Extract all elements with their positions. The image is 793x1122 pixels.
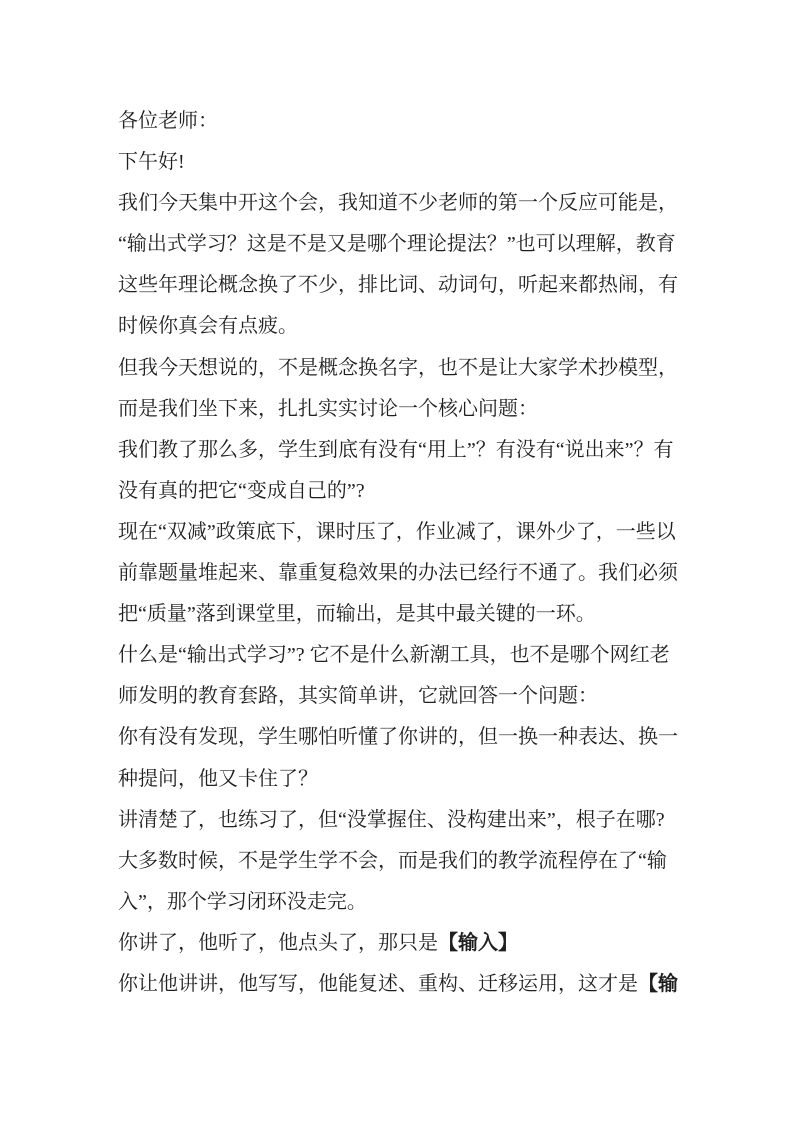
line-text: 把“质量”落到课堂里，而输出，是其中最关键的一环。 xyxy=(118,603,596,626)
text-line xyxy=(118,594,680,635)
line-text: 入”，那个学习闭环没走完。 xyxy=(118,890,367,913)
text-line xyxy=(118,635,680,676)
line-bold-text: 【输 xyxy=(638,972,678,995)
line-text: 下午好! xyxy=(118,151,185,174)
text-line xyxy=(118,759,680,800)
line-text: 现在“双减”政策底下，课时压了，作业减了，课外少了，一些以 xyxy=(118,520,676,543)
line-text: 种提问，他又卡住了？ xyxy=(118,767,318,790)
text-line xyxy=(118,841,680,882)
line-text: 你让他讲讲，他写写，他能复述、重构、迁移运用，这才是 xyxy=(118,972,638,995)
text-line xyxy=(118,800,680,841)
text-line xyxy=(118,717,680,758)
text-line xyxy=(118,471,680,512)
line-text: 什么是“输出式学习”? 它不是什么新潮工具，也不是哪个网红老 xyxy=(118,644,670,667)
line-text: “输出式学习？这是不是又是哪个理论提法？”也可以理解，教育 xyxy=(118,233,676,256)
text-line xyxy=(118,265,680,306)
text-line xyxy=(118,224,680,265)
text-line-salutation xyxy=(118,101,680,142)
line-text: 你有没有发现，学生哪怕听懂了你讲的，但一换一种表达、换一 xyxy=(118,726,678,749)
text-line xyxy=(118,430,680,471)
text-line xyxy=(118,512,680,553)
line-text: 而是我们坐下来，扎扎实实讨论一个核心问题： xyxy=(118,397,538,420)
line-text: 没有真的把它“变成自己的”? xyxy=(118,479,365,502)
text-line xyxy=(118,306,680,347)
line-bold-text: 【输入】 xyxy=(438,931,518,954)
line-text: 各位老师： xyxy=(118,110,218,132)
text-line xyxy=(118,389,680,430)
line-text: 讲清楚了，也练习了，但“没掌握住、没构建出来”，根子在哪? xyxy=(118,808,665,831)
line-text: 时候你真会有点疲。 xyxy=(118,315,298,338)
text-line-greeting xyxy=(118,142,680,183)
line-text: 你讲了，他听了，他点头了，那只是 xyxy=(118,931,438,954)
line-text: 我们今天集中开这个会，我知道不少老师的第一个反应可能是， xyxy=(118,192,678,215)
line-text: 大多数时候，不是学生学不会，而是我们的教学流程停在了“输 xyxy=(118,849,667,872)
line-text: 我们教了那么多，学生到底有没有“用上”？有没有“说出来”？有 xyxy=(118,438,674,461)
line-text: 但我今天想说的，不是概念换名字，也不是让大家学术抄模型， xyxy=(118,356,678,379)
text-line xyxy=(118,676,680,717)
text-line xyxy=(118,348,680,389)
line-text: 这些年理论概念换了不少，排比词、动词句，听起来都热闹，有 xyxy=(118,274,678,297)
document-page xyxy=(118,101,680,1005)
text-line xyxy=(118,183,680,224)
line-text: 前靠题量堆起来、靠重复稳效果的办法已经行不通了。我们必须 xyxy=(118,562,678,585)
text-line-input-highlight xyxy=(118,923,680,964)
text-line xyxy=(118,553,680,594)
text-line-output-highlight xyxy=(118,964,680,1005)
line-text: 师发明的教育套路，其实简单讲，它就回答一个问题： xyxy=(118,685,598,708)
text-line xyxy=(118,882,680,923)
